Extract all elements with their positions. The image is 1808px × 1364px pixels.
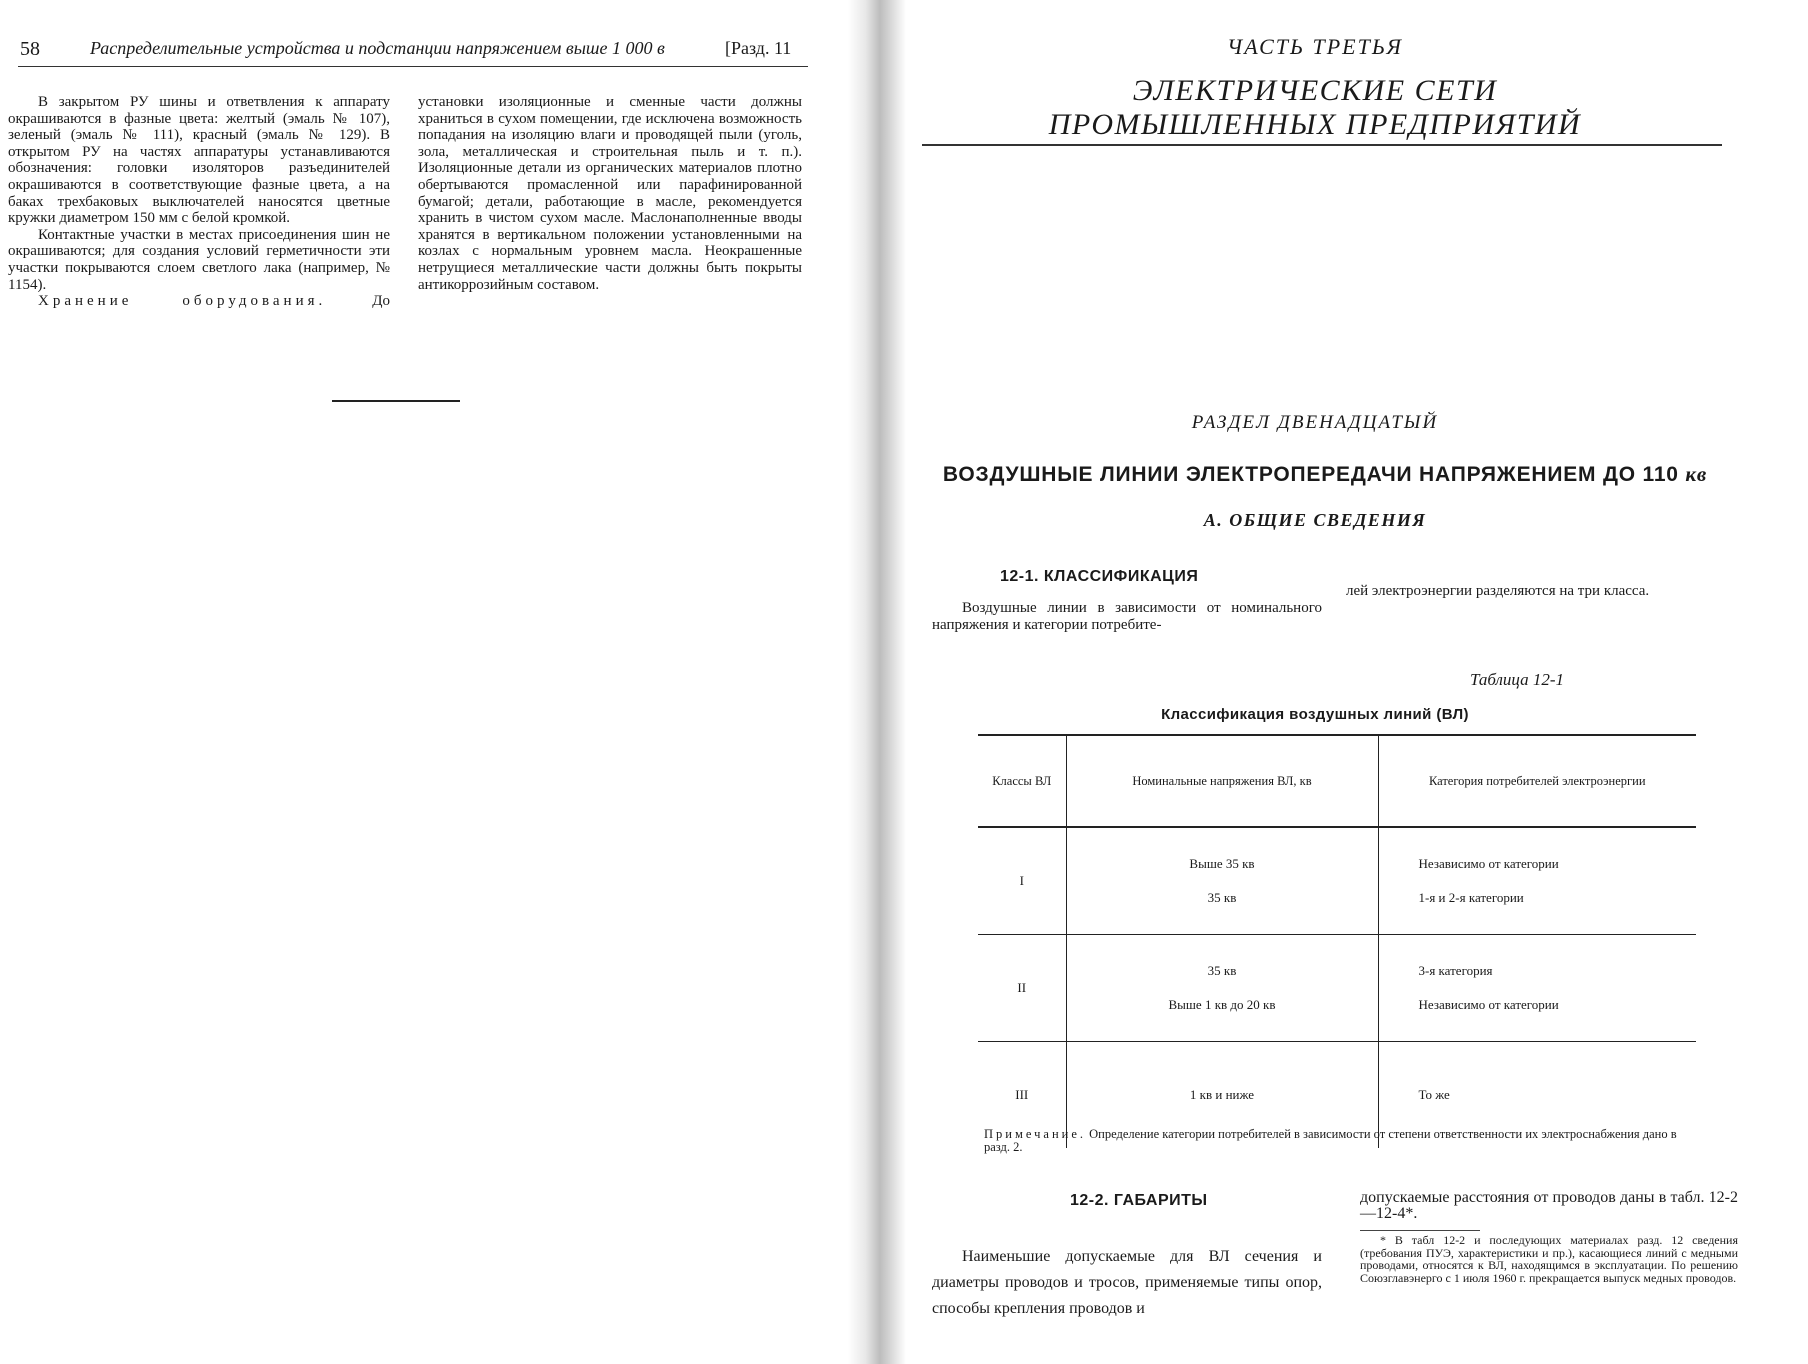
run-in-heading: Хранение оборудования. (38, 293, 327, 310)
footnote (1360, 1234, 1738, 1284)
table-label: Таблица 12-1 (1470, 670, 1564, 689)
table-row (978, 827, 1696, 935)
voltage-value: Выше 1 кв до 20 кв (1168, 997, 1276, 1012)
heading-12-1: 12-1. КЛАССИФИКАЦИЯ (1000, 568, 1199, 585)
section-reference: [Разд. 11 (725, 38, 792, 58)
page-number: 58 (20, 38, 40, 60)
heading-12-2: 12-2. ГАБАРИТЫ (1070, 1192, 1208, 1209)
category-cell (1378, 935, 1696, 1042)
header-rule (18, 66, 808, 67)
classification-table (978, 734, 1696, 1148)
paragraph (8, 293, 390, 310)
category-value: 3-я категория (1418, 963, 1493, 978)
column-header: Категория потребителей электроэнергии (1378, 735, 1696, 827)
part-title: ЧАСТЬ ТРЕТЬЯ (1227, 34, 1403, 59)
section-label: РАЗДЕЛ ДВЕНАДЦАТЫЙ (1191, 412, 1439, 433)
voltage-value: 35 кв (1207, 963, 1237, 978)
main-title-line-2: ПРОМЫШЛЕННЫХ ПРЕДПРИЯТИЙ (1048, 108, 1582, 141)
footnote-rule (1360, 1230, 1480, 1231)
paragraph-text: До (372, 293, 390, 310)
category-cell (1378, 827, 1696, 935)
class-cell: II (1017, 980, 1027, 995)
category-value: То же (1418, 1087, 1450, 1102)
paragraph: Воздушные линии в зависимости от номинального напряжения и категории потребите- (932, 600, 1322, 633)
paragraph: Контактные участки в местах присоединения шин не окрашиваются; для создания условий герметичности эти участки покрываются слоем светлого лака (например, № 1154). (8, 226, 390, 293)
book-gutter (848, 0, 906, 1364)
running-title: Распределительные устройства и подстанции напряжением выше 1 000 в (90, 38, 665, 58)
table-caption: Классификация воздушных линий (ВЛ) (1161, 706, 1469, 723)
title-rule (922, 144, 1722, 146)
main-title (900, 74, 1730, 142)
category-value: Независимо от категории (1418, 997, 1559, 1012)
column-header: Классы ВЛ (992, 773, 1052, 788)
class-cell: III (1015, 1087, 1029, 1102)
left-page (0, 0, 850, 1364)
left-column-1 (8, 94, 390, 310)
note-text: Определение категории потребителей в зависимости от степени ответственности их электроснабжения дано в разд. 2. (984, 1127, 1677, 1154)
section-end-rule (332, 400, 460, 402)
column-header: Номинальные напряжения ВЛ, кв (1066, 735, 1378, 827)
note-label: Примечание. (984, 1127, 1087, 1141)
section-title-unit: кв (1685, 462, 1708, 486)
left-column-2 (418, 94, 802, 293)
voltage-cell (1066, 827, 1378, 935)
right-page (900, 0, 1808, 1364)
voltage-value: Выше 35 кв (1189, 856, 1255, 871)
voltage-value: 35 кв (1207, 890, 1237, 905)
section-title-text: ВОЗДУШНЫЕ ЛИНИИ ЭЛЕКТРОПЕРЕДАЧИ НАПРЯЖЕНИЕМ ДО 110 (942, 463, 1679, 486)
footnote-text: * В табл 12-2 и последующих материалах разд. 12 сведения (требования ПУЭ, характеристики и пр.), касающиеся линий с медными проводами, относятся к ВЛ, находящимся в эксплуатации. По решению Союзглавэнерго с 1 июля 1960 г. прекращается выпуск медных проводов. (1360, 1233, 1738, 1285)
paragraph: допускаемые расстояния от проводов даны в табл. 12-2—12-4*. (1360, 1189, 1738, 1222)
main-title-line-1: ЭЛЕКТРИЧЕСКИЕ СЕТИ (1132, 74, 1498, 107)
category-value: Независимо от категории (1418, 856, 1559, 871)
table-header-row (978, 735, 1696, 827)
paragraph: Наименьшие допускаемые для ВЛ сечения и диаметры проводов и тросов, применяемые типы опор, способы крепления проводов и (932, 1248, 1322, 1317)
paragraph: установки изоляционные и сменные части должны храниться в сухом помещении, где исключена возможность попадания на изоляцию влаги и проводящей пыли (уголь, зола, металлическая и строительная пыль и т. п.). Изоляционные детали из органических материалов плотно обертываются промасленной или парафинированной бумагой; детали, работающие в масле, рекомендуется хранить в чистом сухом масле. Маслонаполненные вводы хранятся в вертикальном положении установленными на козлах с нормальным уровнем масла. Неокрашенные нетрущиеся металлические части должны быть покрыты антикоррозийным составом. (418, 94, 802, 293)
paragraph: В закрытом РУ шины и ответвления к аппарату окрашиваются в фазные цвета: желтый (эмаль № 107), зеленый (эмаль № 111), красный (эмаль № 129). В открытом РУ на частях аппаратуры устанавливаются обозначения: головки изоляторов разъединителей окрашиваются в соответствующие фазные цвета, а на баках трехбаковых выключателей наносятся цветные кружки диаметром 150 мм с белой кромкой. (8, 94, 390, 227)
class-cell: I (1019, 873, 1024, 888)
table-row (978, 935, 1696, 1042)
category-value: 1-я и 2-я категории (1418, 890, 1524, 905)
subsection-title: А. ОБЩИЕ СВЕДЕНИЯ (1203, 510, 1427, 530)
table-note (984, 1128, 1704, 1154)
section-title (910, 462, 1740, 487)
voltage-cell (1066, 935, 1378, 1042)
paragraph: лей электроэнергии разделяются на три класса. (1346, 583, 1650, 599)
voltage-value: 1 кв и ниже (1189, 1087, 1255, 1102)
